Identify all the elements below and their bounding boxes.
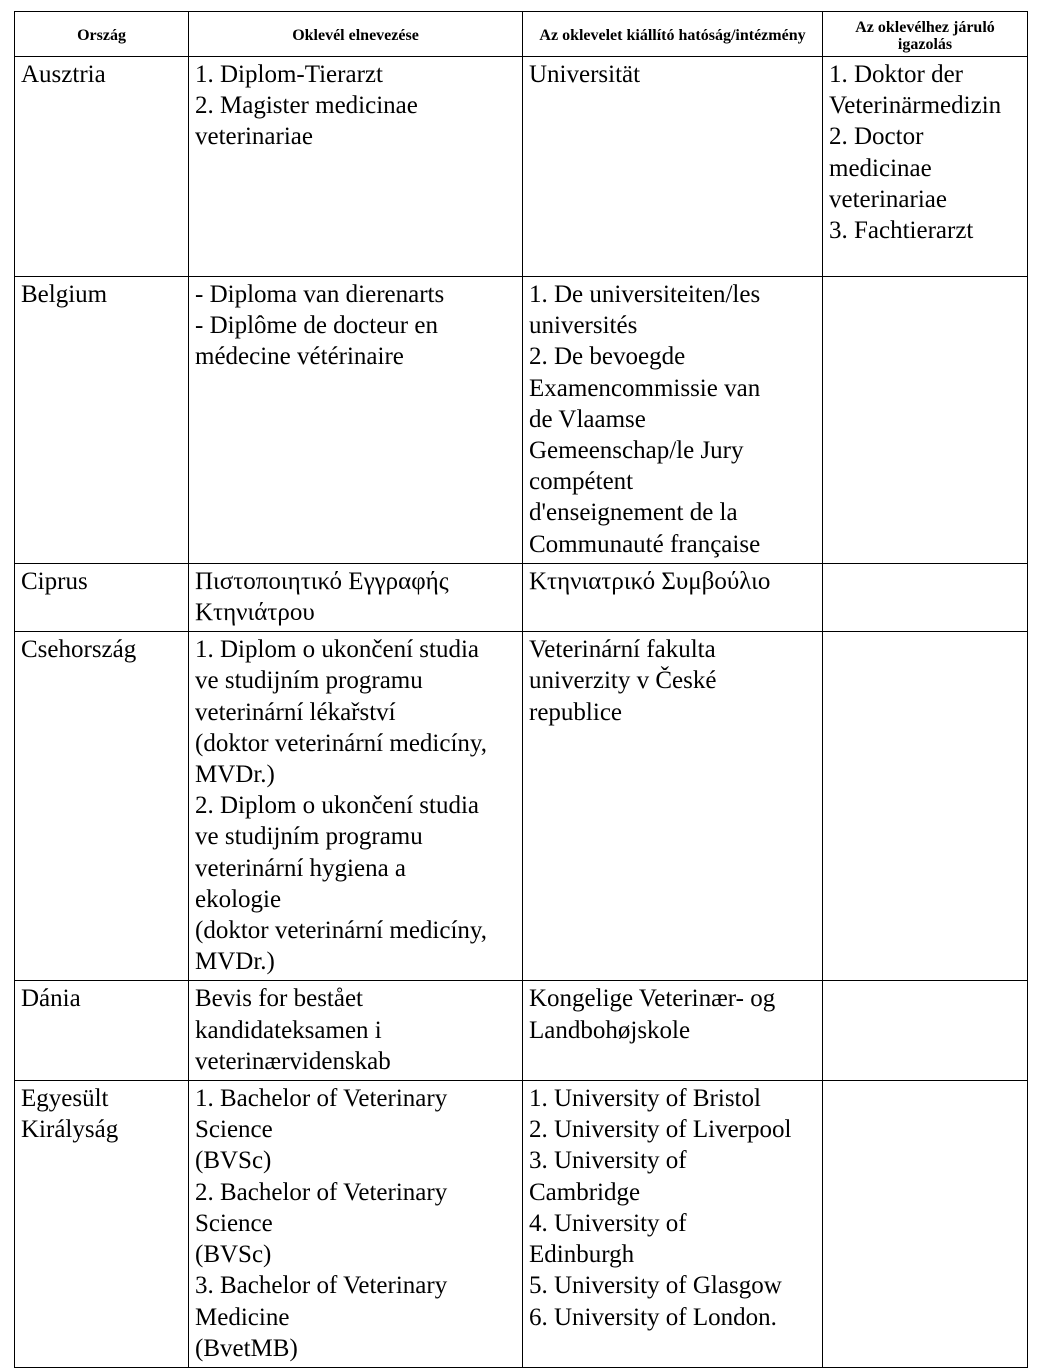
header-diploma: Oklevél elnevezése: [189, 12, 523, 57]
cell-text-line: Κτηνιάτρου: [195, 599, 315, 627]
cell-text-line: Landbohøjskole: [529, 1016, 691, 1044]
diploma-cell: [189, 1081, 523, 1368]
cell-text-line: 2. Diplom o ukončení studia: [195, 792, 479, 820]
cell-text-line: medicinae: [829, 154, 932, 182]
header-row: [15, 12, 1028, 57]
cell-text-line: ve studijním programu: [195, 823, 423, 851]
cell-text-line: veterinární lékařství: [195, 698, 396, 726]
cell-text-line: MVDr.): [195, 948, 275, 976]
table-row: [15, 277, 1028, 564]
cell-text-line: republice: [529, 698, 623, 726]
cell-text-line: Universität: [529, 61, 641, 88]
table-row: [15, 981, 1028, 1081]
cell-text-line: (doktor veterinární medicíny,: [195, 729, 488, 757]
cell-text-line: - Diploma van dierenarts: [195, 281, 445, 308]
cell-text-line: - Diplôme de docteur en: [195, 312, 438, 340]
cell-text-line: Gemeenschap/le Jury: [529, 437, 744, 465]
cell-text-line: Belgium: [21, 281, 108, 308]
cell-text-line: Veterinärmedizin: [829, 92, 1002, 120]
cell-text-line: Egyesült: [21, 1085, 109, 1113]
cell-text-line: 2. De bevoegde: [529, 343, 686, 371]
cell-text-line: 1. De universiteiten/les: [529, 281, 761, 308]
cell-text-line: ve studijním programu: [195, 667, 423, 695]
cell-text-line: de Vlaamse: [529, 405, 646, 433]
cell-text-line: universités: [529, 312, 638, 340]
cell-text-line: (BVSc): [195, 1147, 272, 1175]
cell-text-line: Communauté française: [529, 530, 761, 558]
cell-text-line: 3. Bachelor of Veterinary: [195, 1272, 448, 1300]
cell-text-line: Dánia: [21, 985, 81, 1013]
cell-text-line: Edinburgh: [529, 1241, 635, 1269]
cell-text-line: Science: [195, 1116, 273, 1144]
authority-cell: [523, 1081, 823, 1368]
cell-text-line: Ciprus: [21, 567, 88, 595]
cell-text-line: 1. Bachelor of Veterinary: [195, 1085, 448, 1113]
certificate-cell: [823, 1081, 1028, 1368]
authority-cell: [523, 57, 823, 277]
cell-text-line: Πιστοποιητικό Εγγραφής: [195, 567, 449, 595]
certificate-cell: [823, 563, 1028, 631]
cell-text-line: Csehország: [21, 636, 137, 664]
cell-text-line: 2. Bachelor of Veterinary: [195, 1178, 448, 1206]
diploma-cell: [189, 277, 523, 564]
certificate-cell: [823, 57, 1028, 277]
table-row: [15, 632, 1028, 981]
country-cell: [15, 1081, 189, 1368]
country-cell: [15, 981, 189, 1081]
cell-text-line: 2. Magister medicinae: [195, 92, 418, 120]
certificate-cell: [823, 632, 1028, 981]
cell-text-line: 4. University of: [529, 1209, 687, 1237]
cell-text-line: d'enseignement de la: [529, 499, 738, 527]
cell-text-line: ekologie: [195, 885, 282, 913]
table-row: [15, 57, 1028, 277]
cell-text-line: 1. Doktor der: [829, 61, 963, 88]
cell-text-line: 3. University of: [529, 1147, 687, 1175]
cell-text-line: veterinární hygiena a: [195, 854, 407, 882]
cell-text-line: (BvetMB): [195, 1334, 298, 1362]
cell-text-line: veterinariae: [195, 123, 313, 151]
cell-text-line: (BVSc): [195, 1241, 272, 1269]
country-cell: [15, 57, 189, 277]
country-cell: [15, 563, 189, 631]
diploma-cell: [189, 632, 523, 981]
cell-text-line: Medicine: [195, 1303, 290, 1331]
authority-cell: [523, 277, 823, 564]
table-row: [15, 1081, 1028, 1368]
cell-text-line: veterinærvidenskab: [195, 1047, 391, 1075]
authority-cell: [523, 563, 823, 631]
cell-text-line: Ausztria: [21, 61, 106, 88]
cell-text-line: 2. Doctor: [829, 123, 924, 151]
country-cell: [15, 277, 189, 564]
cell-text-line: 2. University of Liverpool: [529, 1116, 792, 1144]
cell-text-line: univerzity v České: [529, 667, 717, 695]
diploma-cell: [189, 563, 523, 631]
certificate-cell: [823, 277, 1028, 564]
header-certificate: Az oklevélhez járuló igazolás: [823, 12, 1028, 57]
authority-cell: [523, 632, 823, 981]
header-authority: Az oklevelet kiállító hatóság/intézmény: [523, 12, 823, 57]
cell-text-line: (doktor veterinární medicíny,: [195, 917, 488, 945]
cell-text-line: Κτηνιατρικό Συμβούλιο: [529, 567, 771, 595]
cell-text-line: Bevis for bestået: [195, 985, 364, 1013]
cell-text-line: Science: [195, 1209, 273, 1237]
cell-text-line: Examencommissie van: [529, 374, 761, 402]
certificate-cell: [823, 981, 1028, 1081]
diploma-cell: [189, 57, 523, 277]
table-row: [15, 563, 1028, 631]
cell-text-line: 1. Diplom o ukončení studia: [195, 636, 479, 664]
cell-text-line: Cambridge: [529, 1178, 641, 1206]
authority-cell: [523, 981, 823, 1081]
cell-text-line: kandidateksamen i: [195, 1016, 382, 1044]
cell-text-line: Veterinární fakulta: [529, 636, 716, 664]
cell-text-line: médecine vétérinaire: [195, 343, 404, 371]
diploma-cell: [189, 981, 523, 1081]
cell-text-line: veterinariae: [829, 185, 947, 213]
cell-text-line: Kongelige Veterinær- og: [529, 985, 776, 1013]
cell-text-line: 5. University of Glasgow: [529, 1272, 782, 1300]
cell-text-line: 1. University of Bristol: [529, 1085, 761, 1113]
cell-text-line: Királyság: [21, 1116, 119, 1144]
country-cell: [15, 632, 189, 981]
cell-text-line: 6. University of London.: [529, 1303, 777, 1331]
cell-text-line: 1. Diplom-Tierarzt: [195, 61, 383, 88]
header-country: Ország: [15, 12, 189, 57]
diploma-table: [14, 11, 1028, 1368]
cell-text-line: compétent: [529, 468, 634, 496]
cell-text-line: MVDr.): [195, 761, 275, 789]
cell-text-line: 3. Fachtierarzt: [829, 217, 974, 245]
